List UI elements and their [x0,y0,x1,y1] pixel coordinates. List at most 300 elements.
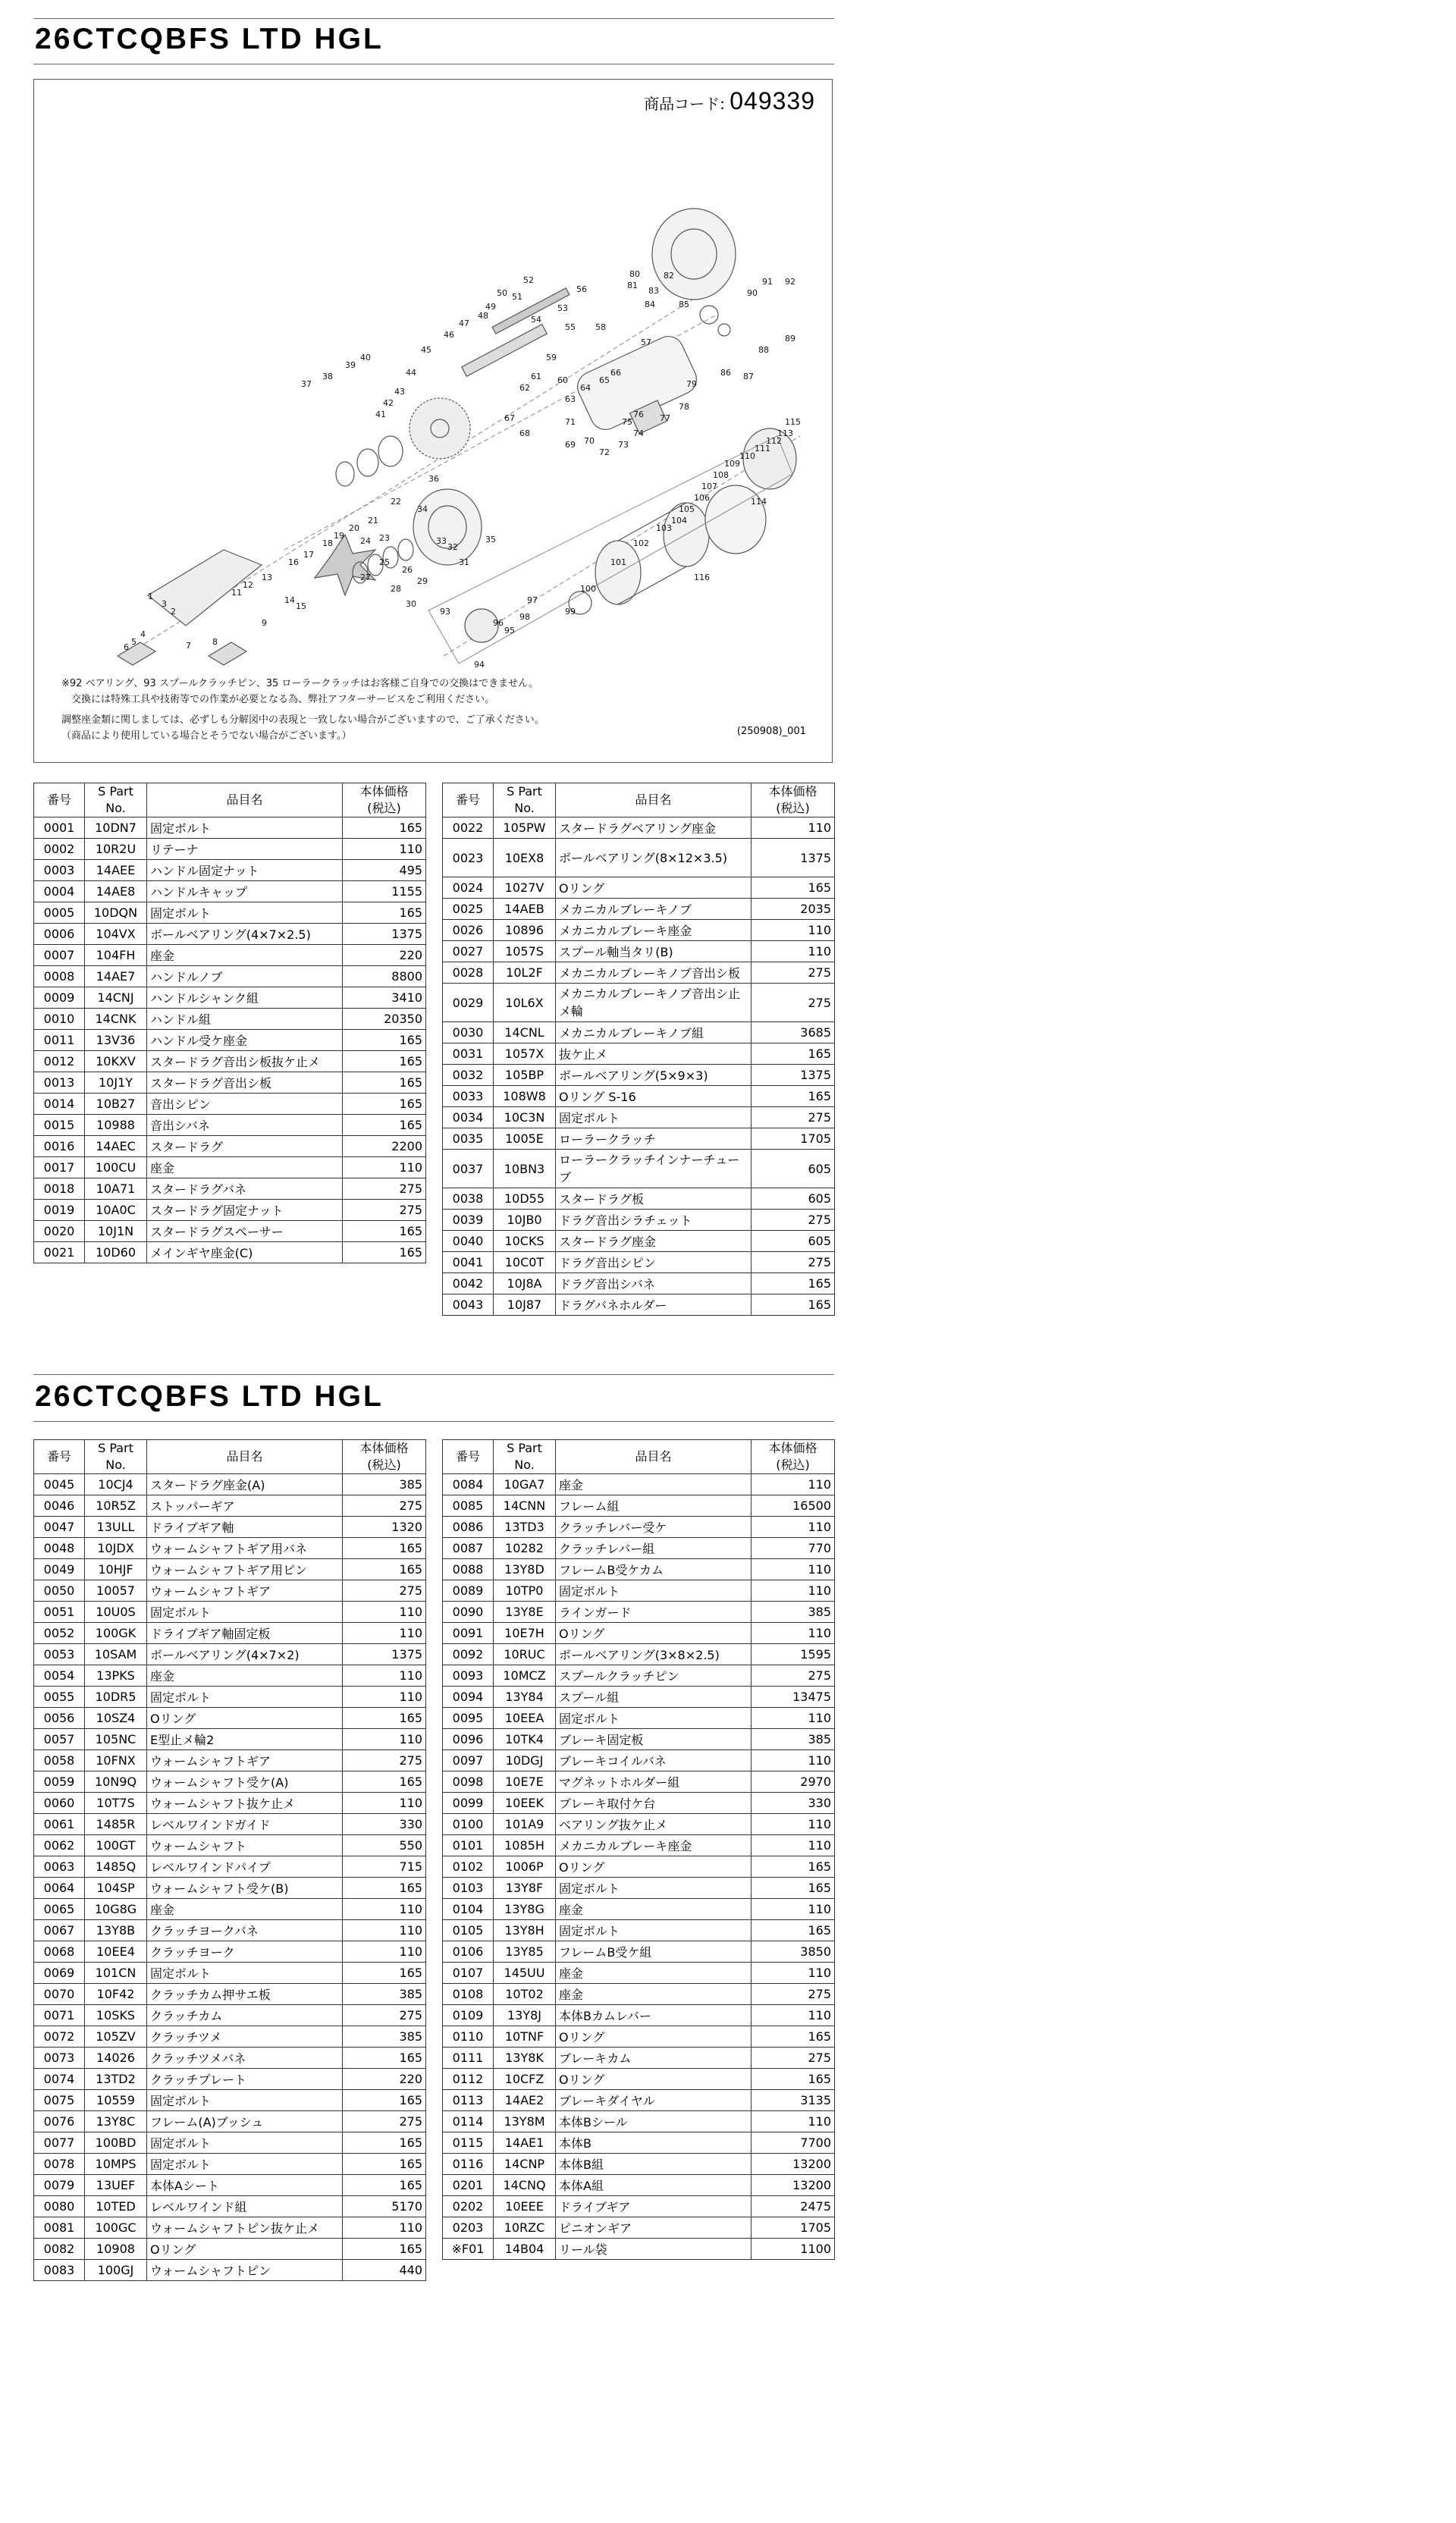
cell-number: 0015 [34,1115,85,1136]
cell-number: 0042 [443,1273,494,1294]
cell-price: 1705 [752,1128,835,1150]
cell-item-name: Oリング [556,877,752,899]
product-code-value: 049339 [730,87,815,115]
cell-number: 0039 [443,1210,494,1231]
cell-item-name: 音出シピン [147,1094,343,1115]
cell-item-name: 固定ボルト [147,1602,343,1623]
table-row [443,2048,835,2069]
header-number-text: 番号 [455,792,480,807]
cell-part-no: 10TNF [494,2026,556,2048]
table-row [34,1835,426,1856]
cell-price: 165 [343,1030,426,1051]
cell-number: 0095 [443,1708,494,1729]
callout-number: 109 [724,459,740,469]
cell-number: 0052 [34,1623,85,1644]
cell-item-name: 座金 [556,1899,752,1920]
cell-price: 275 [752,2048,835,2069]
cell-price: 110 [343,1729,426,1750]
callout-number: 98 [519,612,530,622]
table-row [34,1009,426,1030]
table-row [34,1623,426,1644]
callout-number: 15 [296,601,306,611]
table-row [443,984,835,1022]
cell-number: 0024 [443,877,494,899]
callout-number: 22 [391,497,401,507]
cell-part-no: 10EX8 [494,839,556,877]
cell-part-no: 100CU [85,1157,147,1178]
cell-item-name: ドラグ音出シバネ [556,1273,752,1294]
cell-price: 3410 [343,987,426,1009]
table-row [443,1984,835,2005]
cell-item-name: 固定ボルト [556,1708,752,1729]
cell-part-no: 1057X [494,1043,556,1065]
cell-part-no: 14026 [85,2048,147,2069]
cell-number: 0060 [34,1793,85,1814]
cell-part-no: 10B27 [85,1094,147,1115]
cell-number: 0021 [34,1242,85,1263]
cell-price: 1705 [752,2217,835,2239]
callout-number: 78 [679,402,689,412]
cell-number: 0008 [34,966,85,987]
table-row [443,2154,835,2175]
table-row [34,881,426,902]
table-row [443,1963,835,1984]
table-row [443,1729,835,1750]
callout-number: 33 [436,536,447,546]
cell-number: 0097 [443,1750,494,1771]
cell-part-no: 13V36 [85,1030,147,1051]
cell-price: 165 [752,2026,835,2048]
note-line: ※92 ベアリング、93 スプールクラッチピン、35 ローラークラッチはお客様ご自身での交換はできません。 [61,678,538,689]
cell-part-no: 10057 [85,1580,147,1602]
table-row [443,1623,835,1644]
cell-number: 0101 [443,1835,494,1856]
callout-number: 74 [633,428,644,438]
cell-number: 0079 [34,2175,85,2196]
cell-part-no: 10U0S [85,1602,147,1623]
cell-number: 0020 [34,1221,85,1242]
cell-item-name: マグネットホルダー組 [556,1771,752,1793]
callout-number: 3 [162,599,167,609]
cell-price: 110 [752,1750,835,1771]
cell-price: 110 [752,1835,835,1856]
table-row [443,1856,835,1878]
cell-item-name: クラッチレバー組 [556,1538,752,1559]
cell-item-name: 固定ボルト [556,1580,752,1602]
table-row [443,1086,835,1107]
cell-number: 0201 [443,2175,494,2196]
table-row [443,1559,835,1580]
callout-number: 5 [131,637,136,647]
cell-item-name: ドライブギア軸 [147,1517,343,1538]
cell-price: 275 [343,2005,426,2026]
cell-item-name: Oリング [147,2239,343,2260]
header-part-no-text: No. [514,801,535,815]
callout-number: 66 [610,368,621,378]
cell-number: 0009 [34,987,85,1009]
table-row [443,1920,835,1941]
header-item-name-text: 品目名 [226,1449,263,1464]
callout-number: 57 [641,337,651,347]
cell-price: 1595 [752,1644,835,1665]
cell-part-no: 10J1Y [85,1072,147,1094]
cell-part-no: 101A9 [494,1814,556,1835]
cell-item-name: ウォームシャフトギア [147,1580,343,1602]
cell-part-no: 14AE8 [85,881,147,902]
table-row [34,1899,426,1920]
cell-item-name: 座金 [556,1963,752,1984]
callout-number: 79 [686,379,697,389]
cell-item-name: フレーム(A)ブッシュ [147,2111,343,2132]
callout-number: 47 [459,319,469,328]
cell-price: 770 [752,1538,835,1559]
callout-number: 106 [694,493,710,503]
cell-part-no: 10RUC [494,1644,556,1665]
callout-number: 85 [679,300,689,309]
header-part-no [85,1440,147,1474]
callout-number: 2 [171,607,176,617]
cell-item-name: ウォームシャフト受ケ(A) [147,1771,343,1793]
callout-number: 64 [580,383,591,393]
callout-number: 61 [531,372,541,381]
table-row [34,2111,426,2132]
cell-part-no: 10A71 [85,1178,147,1200]
callout-number: 14 [284,595,295,605]
header-price-text: (税込) [367,801,401,815]
cell-price: 275 [343,1495,426,1517]
callout-number: 114 [751,497,767,507]
cell-item-name: ハンドル固定ナット [147,860,343,881]
cell-price: 110 [752,941,835,962]
cell-number: 0075 [34,2090,85,2111]
cell-price: 165 [343,2090,426,2111]
cell-part-no: 101CN [85,1963,147,1984]
cell-price: 275 [343,2111,426,2132]
callout-number: 86 [720,368,731,378]
cell-number: 0080 [34,2196,85,2217]
cell-item-name: ボールベアリング(4×7×2) [147,1644,343,1665]
cell-price: 110 [343,2217,426,2239]
cell-price: 165 [343,2048,426,2069]
callout-number: 4 [140,629,146,639]
cell-price: 165 [343,817,426,839]
header-number-text: 番号 [46,792,71,807]
callout-number: 93 [440,607,450,617]
callout-number: 102 [633,538,649,548]
cell-part-no: 14AE2 [494,2090,556,2111]
cell-price: 605 [752,1150,835,1188]
cell-price: 165 [752,1043,835,1065]
callout-number: 24 [360,536,371,546]
cell-part-no: 10EE4 [85,1941,147,1963]
cell-item-name: ウォームシャフトピン [147,2260,343,2281]
callout-number: 16 [288,557,299,567]
cell-price: 110 [343,1920,426,1941]
callout-number: 20 [349,523,359,533]
cell-price: 165 [343,1221,426,1242]
cell-part-no: 10EEA [494,1708,556,1729]
cell-item-name: 本体Bカムレバー [556,2005,752,2026]
cell-number: 0102 [443,1856,494,1878]
cell-part-no: 10988 [85,1115,147,1136]
cell-number: 0001 [34,817,85,839]
table-row [34,1051,426,1072]
cell-price: 165 [752,1086,835,1107]
callout-number: 21 [368,516,378,526]
callout-number: 84 [645,300,655,309]
table-row [34,2239,426,2260]
cell-price: 495 [343,860,426,881]
callout-number: 56 [576,284,587,294]
cell-item-name: Oリング [556,2026,752,2048]
table-row [443,2005,835,2026]
cell-item-name: フレームB受ケ組 [556,1941,752,1963]
cell-item-name: フレームB受ケカム [556,1559,752,1580]
cell-number: 0027 [443,941,494,962]
cell-item-name: Oリング [556,2069,752,2090]
table-header-row [34,783,426,817]
table-row [443,2217,835,2239]
cell-part-no: 13Y84 [494,1687,556,1708]
table-row [443,2069,835,2090]
cell-number: 0105 [443,1920,494,1941]
header-number-text: 番号 [46,1449,71,1464]
cell-price: 385 [343,1474,426,1495]
table-row [34,860,426,881]
cell-item-name: ボールベアリング(4×7×2.5) [147,924,343,945]
callout-number: 62 [519,383,530,393]
cell-item-name: スプール軸当タリ(B) [556,941,752,962]
header-part-no-text: No. [105,1458,126,1472]
callout-number: 75 [622,417,632,427]
cell-part-no: 13UEF [85,2175,147,2196]
callout-number: 72 [599,447,610,457]
cell-price: 165 [343,1963,426,1984]
section2-title-underline [33,1421,834,1422]
cell-number: 0058 [34,1750,85,1771]
cell-item-name: ウォームシャフト受ケ(B) [147,1878,343,1899]
cell-item-name: ウォームシャフトギア用バネ [147,1538,343,1559]
cell-price: 110 [343,1687,426,1708]
header-item-name [556,783,752,817]
cell-number: 0104 [443,1899,494,1920]
cell-price: 165 [343,1538,426,1559]
cell-item-name: スタードラグバネ [147,1178,343,1200]
cell-item-name: メカニカルブレーキ座金 [556,920,752,941]
header-item-name [147,1440,343,1474]
cell-item-name: ハンドルシャンク組 [147,987,343,1009]
cell-part-no: 10908 [85,2239,147,2260]
cell-part-no: 13PKS [85,1665,147,1687]
table-row [443,1495,835,1517]
table-row [34,1474,426,1495]
cell-price: 715 [343,1856,426,1878]
parts-table-3 [33,1439,426,2281]
page-title: 26CTCQBFS LTD HGL [35,23,384,55]
table-row [34,1878,426,1899]
cell-item-name: 座金 [147,945,343,966]
table-row [443,1899,835,1920]
cell-part-no: 10CKS [494,1231,556,1252]
cell-part-no: 13Y8G [494,1899,556,1920]
cell-price: 110 [343,1899,426,1920]
cell-price: 13200 [752,2154,835,2175]
cell-price: 110 [343,1623,426,1644]
header-number [443,1440,494,1474]
table-row [443,1043,835,1065]
cell-part-no: 13Y8K [494,2048,556,2069]
callout-number: 51 [512,292,522,302]
cell-part-no: 13ULL [85,1517,147,1538]
cell-part-no: 10TED [85,2196,147,2217]
table-row [443,1150,835,1188]
table-row [443,1793,835,1814]
cell-item-name: ストッパーギア [147,1495,343,1517]
table-row [34,1136,426,1157]
header-price-text: (税込) [776,1458,810,1472]
cell-item-name: フレーム組 [556,1495,752,1517]
table-row [443,2111,835,2132]
header-item-name [556,1440,752,1474]
cell-number: 0047 [34,1517,85,1538]
note-line: （商品により使用している場合とそうでない場合がございます。） [61,730,352,742]
header-part-no [494,1440,556,1474]
cell-number: 0076 [34,2111,85,2132]
header-price [343,783,426,817]
callout-number: 101 [610,557,626,567]
cell-price: 110 [752,817,835,839]
cell-item-name: 本体B [556,2132,752,2154]
callout-number: 27 [360,573,371,582]
cell-part-no: 1085H [494,1835,556,1856]
table-row [34,1771,426,1793]
callout-number: 95 [504,626,515,635]
cell-price: 165 [343,1559,426,1580]
cell-price: 2970 [752,1771,835,1793]
callout-number: 60 [557,375,568,385]
cell-item-name: メカニカルブレーキノブ音出シ止メ輪 [556,984,752,1022]
cell-price: 110 [343,1602,426,1623]
cell-part-no: 13Y8E [494,1602,556,1623]
table-row [443,2196,835,2217]
table-row [443,877,835,899]
cell-item-name: レベルワインドパイプ [147,1856,343,1878]
cell-price: 275 [752,1665,835,1687]
cell-number: 0007 [34,945,85,966]
callout-number: 35 [485,535,496,544]
cell-item-name: ドライブギア軸固定板 [147,1623,343,1644]
cell-number: 0082 [34,2239,85,2260]
cell-number: 0091 [443,1623,494,1644]
cell-item-name: 座金 [556,1474,752,1495]
cell-part-no: 105ZV [85,2026,147,2048]
cell-item-name: リール袋 [556,2239,752,2260]
cell-number: 0057 [34,1729,85,1750]
table-header-row [443,783,835,817]
table-row [34,2048,426,2069]
cell-part-no: 10SZ4 [85,1708,147,1729]
cell-number: 0022 [443,817,494,839]
cell-item-name: Oリング S-16 [556,1086,752,1107]
table-row [34,1963,426,1984]
cell-number: 0078 [34,2154,85,2175]
cell-part-no: 14CNN [494,1495,556,1517]
cell-item-name: スタードラグスペーサー [147,1221,343,1242]
table-row [34,1644,426,1665]
table-row [443,1474,835,1495]
cell-part-no: 14AEC [85,1136,147,1157]
table-row [443,1941,835,1963]
callout-number: 54 [531,315,541,325]
table-row [34,2005,426,2026]
cell-number: 0031 [443,1043,494,1065]
table-row [34,1602,426,1623]
cell-item-name: ブレーキカム [556,2048,752,2069]
note-line: 交換には特殊工具や技術等での作業が必要となる為、弊社アフターサービスをご利用ください。 [61,694,495,705]
table-row [34,1580,426,1602]
table-row [34,817,426,839]
callout-number: 19 [334,531,344,541]
table-row [34,924,426,945]
cell-number: 0049 [34,1559,85,1580]
callout-number: 40 [360,353,371,362]
cell-price: 110 [343,1941,426,1963]
cell-part-no: 10JDX [85,1538,147,1559]
callout-number: 111 [755,444,770,453]
cell-number: 0100 [443,1814,494,1835]
callout-number: 48 [478,311,488,321]
header-part-no-text: S Part [507,1441,542,1455]
cell-part-no: 10L6X [494,984,556,1022]
cell-number: 0010 [34,1009,85,1030]
cell-number: 0005 [34,902,85,924]
cell-item-name: ウォームシャフトピン抜ケ止メ [147,2217,343,2239]
cell-item-name: Oリング [556,1856,752,1878]
cell-item-name: 固定ボルト [147,817,343,839]
cell-price: 110 [343,1665,426,1687]
cell-part-no: 10MPS [85,2154,147,2175]
cell-price: 275 [343,1200,426,1221]
cell-price: 165 [752,1273,835,1294]
callout-number: 110 [739,451,755,461]
table-row [34,1856,426,1878]
cell-part-no: 10DQN [85,902,147,924]
cell-number: 0045 [34,1474,85,1495]
cell-item-name: ハンドルノブ [147,966,343,987]
cell-price: 165 [752,1294,835,1316]
cell-number: 0018 [34,1178,85,1200]
table-row [34,2069,426,2090]
cell-item-name: Oリング [147,1708,343,1729]
header-price-text: 本体価格 [768,784,817,799]
table-row [34,1687,426,1708]
header-part-no-text: S Part [98,784,133,799]
cell-price: 275 [752,962,835,984]
cell-part-no: 10GA7 [494,1474,556,1495]
cell-item-name: ボールベアリング(8×12×3.5) [556,839,752,877]
cell-price: 165 [752,1856,835,1878]
cell-part-no: 10DGJ [494,1750,556,1771]
table-row [443,1252,835,1273]
cell-part-no: 14AE1 [494,2132,556,2154]
cell-price: 13475 [752,1687,835,1708]
callout-number: 92 [785,277,795,287]
cell-item-name: ウォームシャフトギア用ピン [147,1559,343,1580]
cell-number: 0059 [34,1771,85,1793]
table-row [34,1665,426,1687]
cell-price: 110 [752,1708,835,1729]
cell-part-no: 10FNX [85,1750,147,1771]
